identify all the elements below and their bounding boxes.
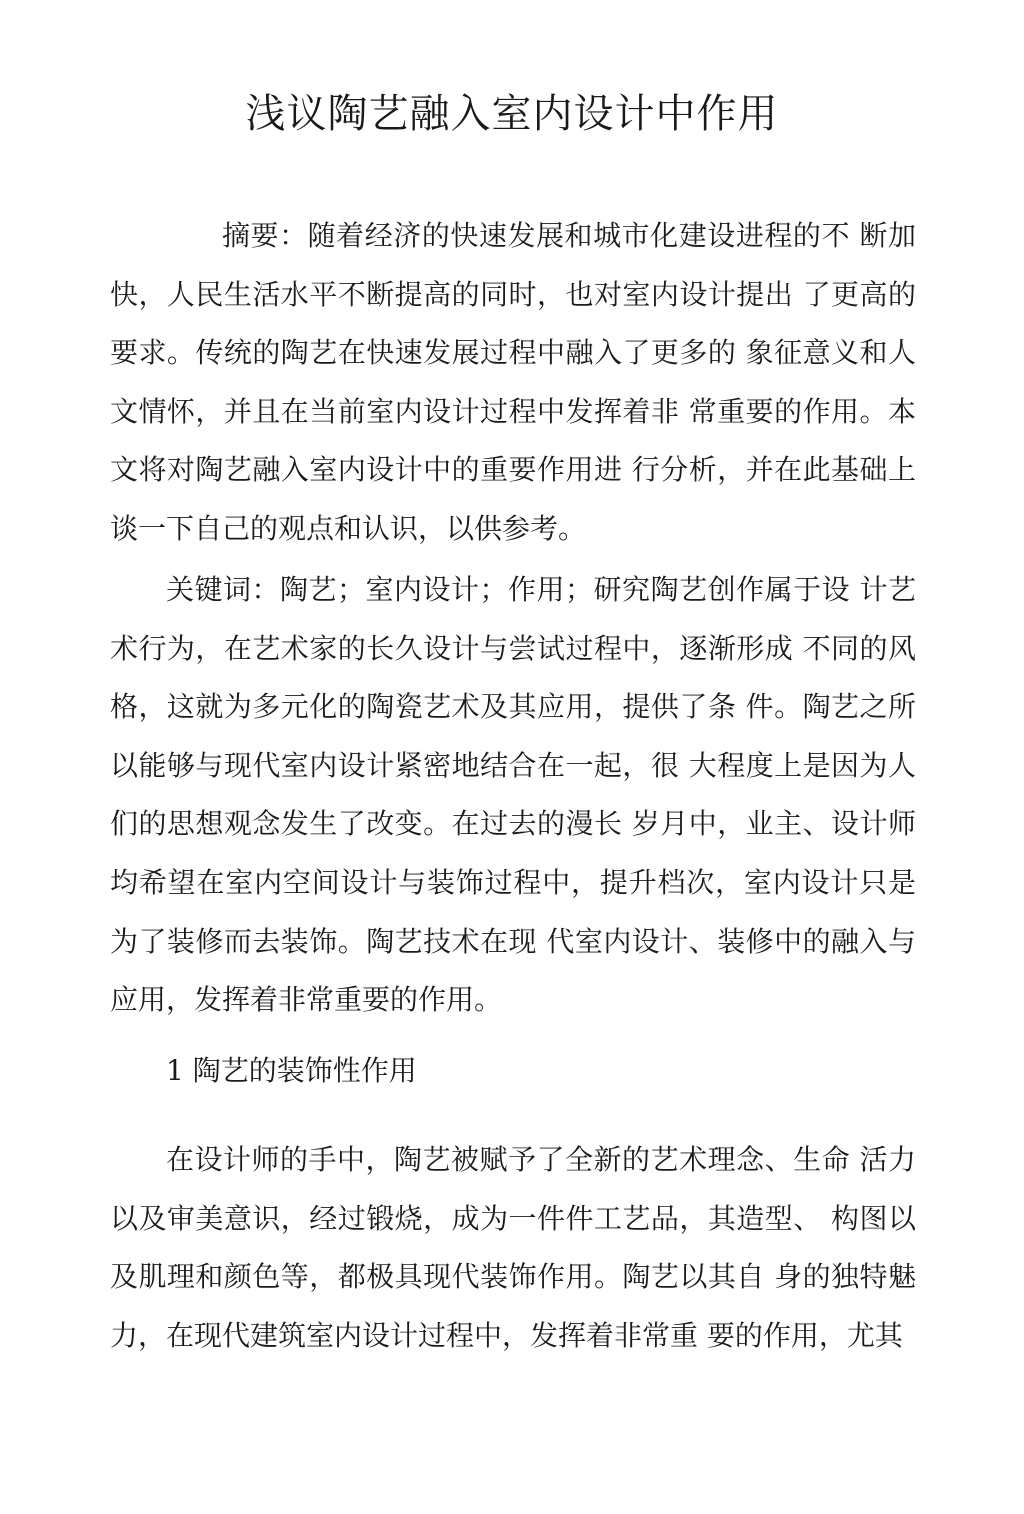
document-title: 浅议陶艺融入室内设计中作用 [245,91,779,137]
section-paragraph: 在设计师的手中，陶艺被赋予了全新的艺术理念、生命 活力以及审美意识，经过锻烧，成为一件件工艺品，其造型、 构图以及肌理和颜色等，都极具现代装饰作用。陶艺以其自 身的独特魅力，在现代建筑室内设计过程中，发挥着非常重 要的作用，尤其 [110,1143,916,1352]
keywords-paragraph: 关键词：陶艺；室内设计；作用；研究陶艺创作属于设 计艺术行为，在艺术家的长久设计与尝试过程中，逐渐形成 不同的风格，这就为多元化的陶瓷艺术及其应用，提供了条 件。陶艺之所以能够与现代室内设计紧密地结合在一起，很 大程度上是因为人们的思想观念发生了改变。在过去的漫长 岁月中，业主、设计师均希望在室内空间设计与装饰过程中，提升档次，室内设计只是为了装修而去装饰。陶艺技术在现 代室内设计、装修中的融入与应用，发挥着非常重要的作用。 [110,573,916,1017]
section-heading: 1 陶艺的装饰性作用 [166,1054,417,1087]
abstract-paragraph: 摘要：随着经济的快速发展和城市化建设进程的不 断加快，人民生活水平不断提高的同时，也对室内设计提出 了更高的要求。传统的陶艺在快速发展过程中融入了更多的 象征意义和人文情怀，并且在当前室内设计过程中发挥着非 常重要的作用。本文将对陶艺融入室内设计中的重要作用进 行分析，并在此基础上谈一下自己的观点和认识，以供参考。 [110,219,916,545]
